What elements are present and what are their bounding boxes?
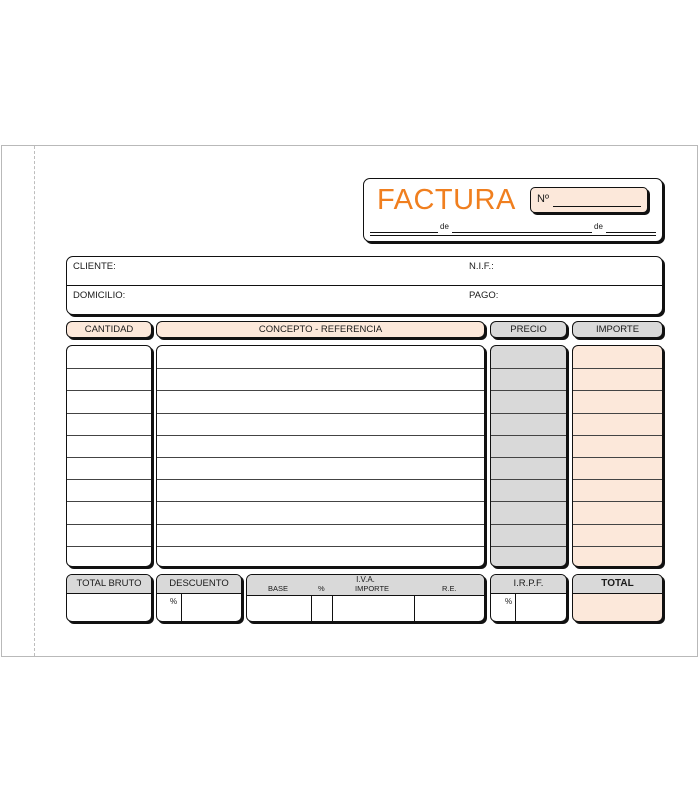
- row-line: [67, 390, 151, 391]
- iva-box[interactable]: [246, 574, 485, 622]
- domicilio-label: DOMICILIO:: [73, 290, 126, 301]
- row-line: [573, 368, 662, 369]
- iva-label: I.V.A.: [356, 575, 375, 584]
- row-line: [573, 501, 662, 502]
- iva-importe-label: IMPORTE: [355, 584, 390, 593]
- row-line: [573, 435, 662, 436]
- iva-divider-3: [414, 595, 415, 621]
- row-line: [157, 413, 484, 414]
- nif-label: N.I.F.:: [469, 261, 494, 272]
- row-line: [573, 457, 662, 458]
- total-bruto-box[interactable]: [66, 574, 152, 622]
- row-line: [491, 390, 566, 391]
- cantidad-header: CANTIDAD: [66, 321, 152, 338]
- irpf-label: I.R.P.F.: [491, 575, 566, 594]
- row-line: [157, 524, 484, 525]
- irpf-pct-label: %: [505, 597, 513, 606]
- descuento-label: DESCUENTO: [157, 575, 241, 594]
- row-line: [67, 524, 151, 525]
- irpf-box[interactable]: [490, 574, 567, 622]
- row-line: [573, 546, 662, 547]
- date-connector-2: de: [594, 222, 603, 231]
- invoice-title: FACTURA: [377, 184, 516, 216]
- row-line: [157, 435, 484, 436]
- descuento-divider: [181, 593, 182, 621]
- pago-label: PAGO:: [469, 290, 499, 301]
- row-line: [67, 413, 151, 414]
- row-line: [491, 457, 566, 458]
- row-line: [157, 368, 484, 369]
- iva-base-label: BASE: [268, 584, 289, 593]
- row-line: [573, 479, 662, 480]
- row-line: [67, 501, 151, 502]
- irpf-divider: [515, 593, 516, 621]
- iva-divider-2: [332, 595, 333, 621]
- invoice-title-box: [363, 178, 663, 242]
- date-underline: [370, 235, 656, 236]
- row-line: [67, 435, 151, 436]
- descuento-pct-label: %: [170, 597, 178, 606]
- invoice-number-line: [553, 206, 641, 207]
- row-line: [573, 390, 662, 391]
- row-line: [67, 546, 151, 547]
- row-line: [573, 413, 662, 414]
- row-line: [67, 368, 151, 369]
- date-year-line[interactable]: [606, 231, 656, 233]
- row-line: [157, 390, 484, 391]
- client-divider: [67, 285, 662, 286]
- row-line: [491, 368, 566, 369]
- importe-column[interactable]: [572, 345, 663, 567]
- row-line: [491, 524, 566, 525]
- row-line: [491, 479, 566, 480]
- date-connector-1: de: [440, 222, 449, 231]
- row-line: [67, 457, 151, 458]
- row-line: [157, 479, 484, 480]
- row-line: [491, 546, 566, 547]
- row-line: [157, 457, 484, 458]
- iva-divider-1: [311, 595, 312, 621]
- row-line: [573, 524, 662, 525]
- precio-header: PRECIO: [490, 321, 567, 338]
- row-line: [491, 413, 566, 414]
- total-label: TOTAL: [573, 575, 662, 594]
- row-line: [491, 501, 566, 502]
- total-box[interactable]: [572, 574, 663, 622]
- row-line: [157, 501, 484, 502]
- row-line: [157, 546, 484, 547]
- row-line: [67, 479, 151, 480]
- descuento-box[interactable]: [156, 574, 242, 622]
- concepto-header: CONCEPTO - REFERENCIA: [156, 321, 485, 338]
- iva-pct-label: %: [318, 584, 325, 593]
- row-line: [491, 435, 566, 436]
- date-month-line[interactable]: [452, 231, 592, 233]
- cantidad-column[interactable]: [66, 345, 152, 567]
- date-day-line[interactable]: [370, 231, 438, 233]
- client-info-box: [66, 256, 663, 315]
- perforation-line: [34, 146, 35, 656]
- precio-column[interactable]: [490, 345, 567, 567]
- importe-header: IMPORTE: [572, 321, 663, 338]
- iva-header: [247, 575, 484, 596]
- total-bruto-label: TOTAL BRUTO: [67, 575, 151, 594]
- iva-re-label: R.E.: [442, 584, 457, 593]
- invoice-number-label: Nº: [537, 193, 549, 205]
- cliente-label: CLIENTE:: [73, 261, 116, 272]
- concepto-column[interactable]: [156, 345, 485, 567]
- invoice-number-field[interactable]: [530, 187, 648, 213]
